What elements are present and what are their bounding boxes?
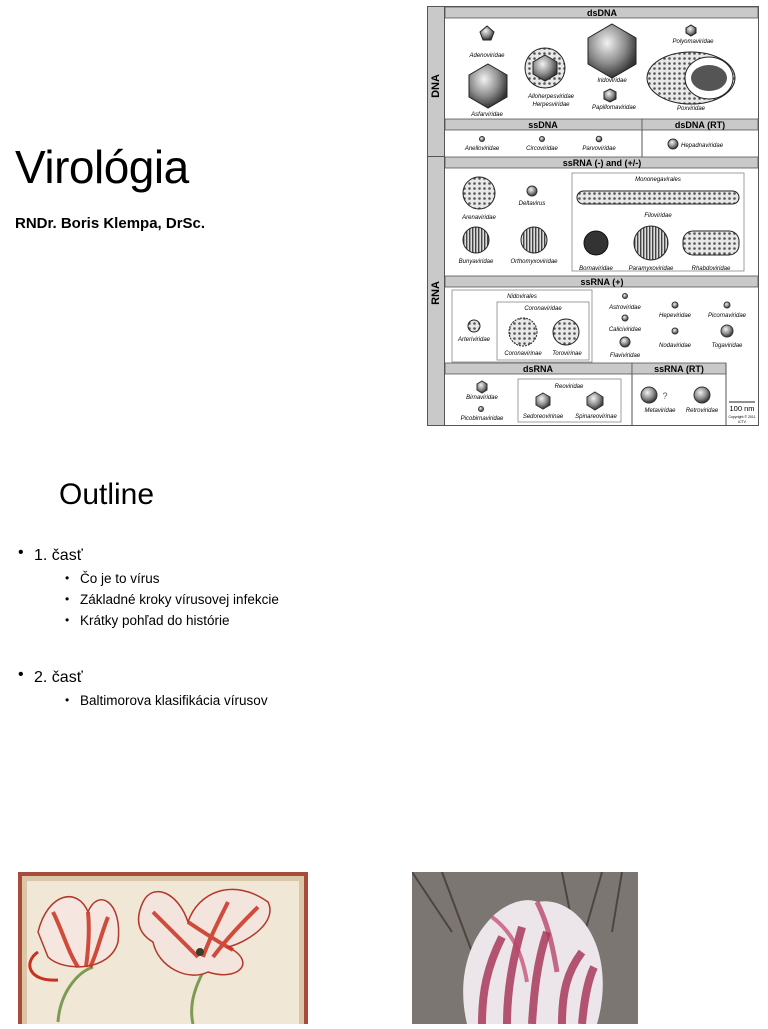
rna-group-label: RNA <box>430 281 442 305</box>
label-papillomaviridae: Papillomaviridae <box>591 105 637 111</box>
paramyxovirus-icon <box>634 226 668 260</box>
label-sedoreovirinae: Sedoreovirinae <box>522 414 564 420</box>
polyomavirus-icon <box>686 25 696 36</box>
label-filoviridae: Filoviridae <box>644 213 672 219</box>
outline-list <box>18 544 279 711</box>
section-ssrna-neg: ssRNA (-) and (+/-) <box>562 158 642 168</box>
label-caliciviridae: Caliciviridae <box>608 327 642 333</box>
filovirus-icon <box>577 191 739 204</box>
label-metaviridae: Metaviridae <box>644 408 676 414</box>
hepevirus-icon <box>672 302 678 308</box>
outline-part-1 <box>18 544 279 631</box>
hepadnavirus-icon <box>668 139 678 149</box>
nodavirus-icon <box>672 328 678 334</box>
label-orthomyxoviridae: Orthomyxoviridae <box>510 259 558 265</box>
parvovirus-icon <box>596 136 602 142</box>
label-astroviridae: Astroviridae <box>609 305 641 311</box>
section-ssdna: ssDNA <box>528 120 558 130</box>
outline-item: • Baltimorova klasifikácia vírusov <box>34 690 279 711</box>
label-circoviridae: Circoviridae <box>526 146 558 152</box>
section-dsdna: dsDNA <box>586 8 618 18</box>
label-poxviridae: Poxviridae <box>676 106 706 112</box>
label-togaviridae: Togaviridae <box>711 343 743 349</box>
torovirus-icon <box>553 319 579 345</box>
coronavirus-icon <box>509 318 537 346</box>
label-hepadnaviridae: Hepadnaviridae <box>681 143 724 149</box>
papillomavirus-icon <box>604 89 616 102</box>
label-torovirinae: Torovirinae <box>552 351 582 357</box>
section-ssrna-rt: ssRNA (RT) <box>654 364 704 374</box>
label-picobirnaviridae: Picobirnaviridae <box>460 416 504 422</box>
label-spinareovirinae: Spinareovirinae <box>575 414 617 420</box>
label-adenoviridae: Adenoviridae <box>469 53 505 59</box>
orthomyxovirus-icon <box>521 227 547 253</box>
label-scale: 100 nm <box>729 404 755 413</box>
picobirnavirus-icon <box>479 407 484 412</box>
togavirus-icon <box>721 325 733 337</box>
label-copyright: Copyright © 2011 <box>728 415 756 419</box>
anellovirus-icon <box>480 137 485 142</box>
bunyavirus-icon <box>463 227 489 253</box>
outline-part-1-label: • 1. časť <box>34 547 83 564</box>
label-alloherpesviridae: Alloherpesviridae <box>527 94 575 100</box>
label-picornaviridae: Picornaviridae <box>707 313 747 319</box>
label-rhabdoviridae: Rhabdoviridae <box>691 266 731 272</box>
tulip-photo-image <box>412 872 638 1024</box>
virus-classification-figure <box>427 6 759 426</box>
label-paramyxoviridae: Paramyxoviridae <box>628 266 674 272</box>
deltavirus-icon <box>527 186 537 196</box>
author-name: RNDr. Boris Klempa, DrSc. <box>15 215 206 232</box>
circovirus-icon <box>540 137 545 142</box>
birnavirus-icon <box>477 381 487 393</box>
rhabdovirus-icon <box>683 231 739 255</box>
label-question: ? <box>662 391 668 401</box>
label-deltavirus: Deltavirus <box>518 201 546 207</box>
arterivirus-icon <box>468 320 480 332</box>
tulip-painting-image <box>18 872 308 1024</box>
bornavirus-icon <box>584 231 608 255</box>
label-mononegavirales: Mononegavirales <box>635 177 681 183</box>
retrovirus-icon <box>694 387 710 403</box>
label-birnaviridae: Birnaviridae <box>466 395 498 401</box>
label-polyomaviridae: Polyomaviridae <box>672 39 714 45</box>
label-nodaviridae: Nodaviridae <box>658 343 692 349</box>
label-herpesviridae: Herpesviridae <box>532 102 570 108</box>
outline-title: Outline <box>59 478 155 511</box>
label-asfarviridae: Asfarviridae <box>471 112 503 118</box>
label-bornaviridae: Bornaviridae <box>579 266 613 272</box>
label-iridoviridae: Iridoviridae <box>597 78 627 84</box>
label-parvoviridae: Parvoviridae <box>582 146 616 152</box>
label-reoviridae: Reoviridae <box>554 384 584 390</box>
label-coronaviridae: Coronaviridae <box>524 306 562 312</box>
label-copyright-org: ICTV <box>738 420 746 424</box>
metavirus-icon <box>641 387 657 403</box>
outline-item: • Krátky pohľad do histórie <box>34 610 279 631</box>
slide-title: Virológia <box>15 141 189 193</box>
outline-item: • Čo je to vírus <box>34 568 279 589</box>
section-ssrna-pos: ssRNA (+) <box>580 277 624 287</box>
astrovirus-icon <box>623 294 628 299</box>
outline-part-2 <box>18 666 279 711</box>
label-nidovirales: Nidovirales <box>507 294 537 300</box>
outline-part-2-label: • 2. časť <box>34 669 83 686</box>
sedoreovirus-icon <box>536 393 550 409</box>
label-coronavirinae: Coronavirinae <box>504 351 542 357</box>
label-bunyaviridae: Bunyaviridae <box>458 259 494 265</box>
label-anelloviridae: Anelloviridae <box>464 146 500 152</box>
label-flaviviridae: Flaviviridae <box>609 353 641 359</box>
picornavirus-icon <box>724 302 730 308</box>
section-dsrna: dsRNA <box>522 364 554 374</box>
dna-group-label: DNA <box>430 74 442 98</box>
flavivirus-icon <box>620 337 630 347</box>
label-arenaviridae: Arenaviridae <box>462 215 496 221</box>
outline-item: • Základné kroky vírusovej infekcie <box>34 589 279 610</box>
label-hepeviridae: Hepeviridae <box>658 313 692 319</box>
label-arteriviridae: Arteriviridae <box>457 337 491 343</box>
label-retroviridae: Retroviridae <box>685 408 719 414</box>
arenavirus-icon <box>463 177 495 209</box>
calicivirus-icon <box>622 315 628 321</box>
section-dsdna-rt: dsDNA (RT) <box>674 120 726 130</box>
